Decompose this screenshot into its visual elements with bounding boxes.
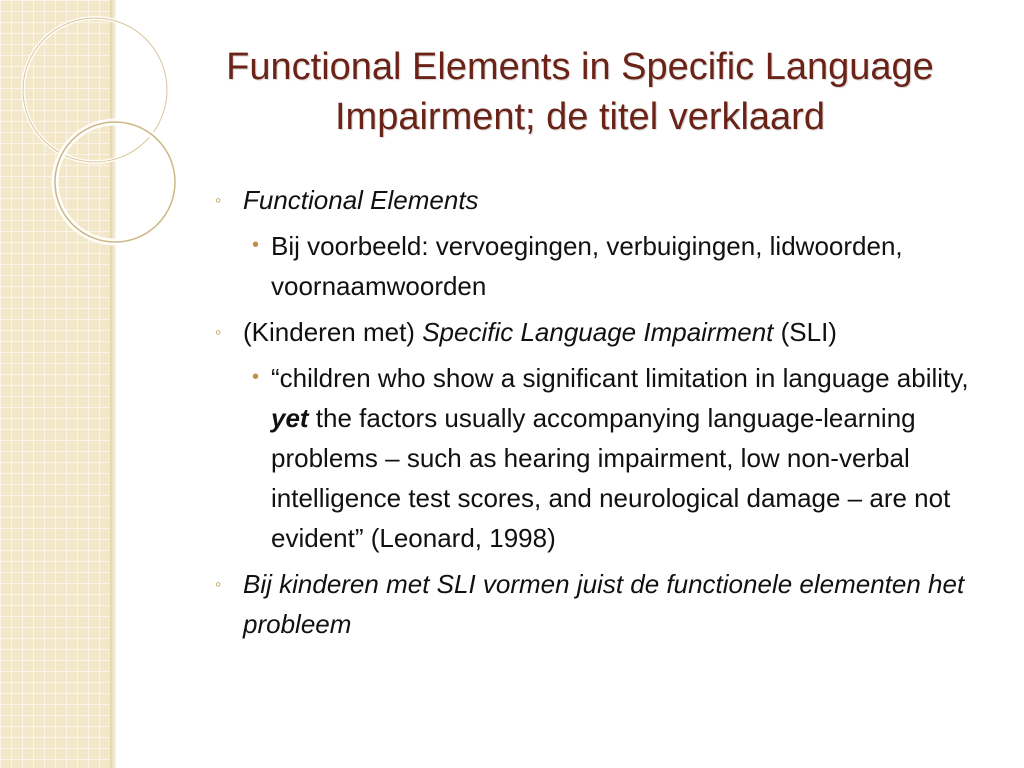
slide-title-line-1: Functional Elements in Specific Language — [226, 46, 934, 88]
bullet-conclusion — [215, 564, 1005, 644]
slide-title — [170, 42, 990, 142]
slide-body — [215, 180, 1005, 650]
subbullet-examples — [215, 226, 1005, 306]
bullet-functional-elements — [215, 180, 1005, 220]
bullet-marker-level1: ◦ — [215, 190, 222, 210]
bullet-marker-level2: • — [252, 366, 260, 388]
bullet-text: Bij kinderen met SLI vormen juist de functionele elementen het probleem — [243, 569, 965, 639]
bullet-marker-level1: ◦ — [215, 574, 222, 594]
subbullet-leonard-quote — [215, 358, 1005, 558]
quote-text-part3: the factors usually accompanying language-learning problems – such as hearing impairment, low non-verbal intelligence test scores, and neurological damage – are not evident” (Leonard, 1998) — [271, 403, 951, 553]
bullet-marker-level1: ◦ — [215, 322, 222, 342]
bullet-text-part1: (Kinderen met) — [243, 317, 423, 347]
quote-text-part1: “children who show a significant limitation in language ability, — [271, 363, 969, 393]
subbullet-text: Bij voorbeeld: vervoegingen, verbuigingen, lidwoorden, voornaamwoorden — [271, 231, 903, 301]
bullet-text-part3: (SLI) — [773, 317, 837, 347]
bullet-text: Functional Elements — [243, 185, 479, 215]
bullet-marker-level2: • — [252, 234, 260, 256]
quote-emphasis: yet — [271, 403, 309, 433]
bullet-sli — [215, 312, 1005, 352]
slide-title-line-2: Impairment; de titel verklaard — [335, 96, 825, 138]
bullet-text-term: Specific Language Impairment — [422, 317, 774, 347]
